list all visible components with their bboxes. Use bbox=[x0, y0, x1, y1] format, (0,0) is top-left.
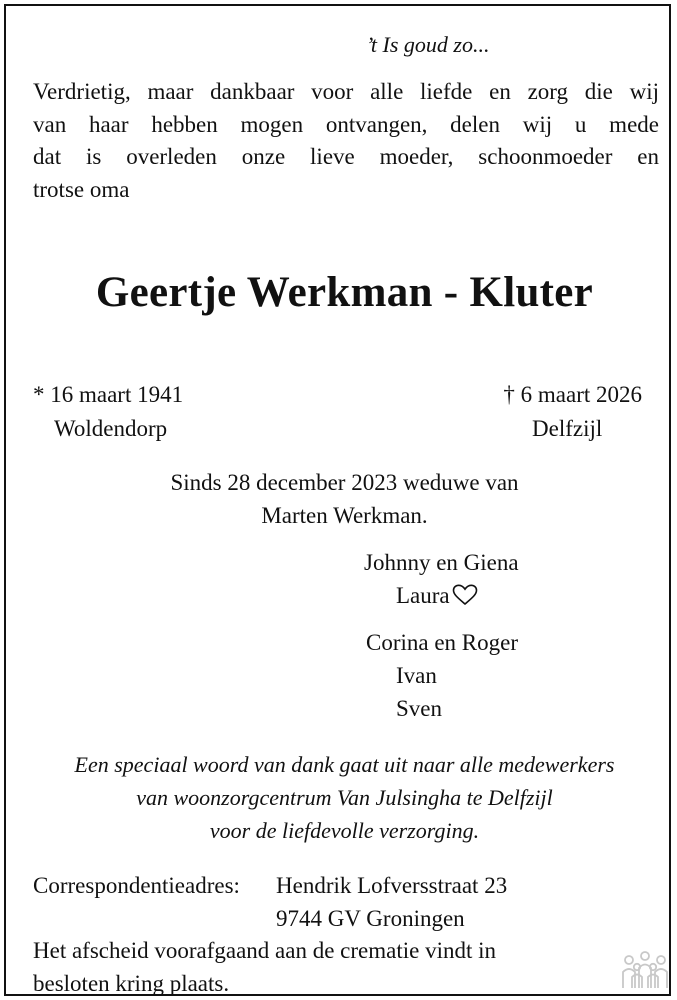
death-place: Delfzijl bbox=[532, 416, 603, 441]
obituary-card bbox=[4, 4, 671, 996]
correspondence-address bbox=[276, 869, 507, 935]
intro-line: dat is overleden onze lieve moeder, schoonmoeder en bbox=[33, 144, 659, 169]
birth-place: Woldendorp bbox=[54, 416, 168, 441]
thanks-line: Een speciaal woord van dank gaat uit naar alle medewerkers bbox=[74, 752, 615, 777]
death-date: † 6 maart 2026 bbox=[503, 382, 642, 407]
address-city: 9744 GV Groningen bbox=[276, 906, 465, 931]
intro-line: Verdrietig, maar dankbaar voor alle liefde en zorg die wij bbox=[33, 79, 659, 104]
widow-line: Marten Werkman. bbox=[261, 503, 428, 528]
thanks-line: van woonzorgcentrum Van Julsingha te Delfzijl bbox=[136, 785, 553, 810]
widow-statement bbox=[6, 466, 677, 532]
family-child: Ivan bbox=[396, 663, 437, 688]
family-parents: Corina en Roger bbox=[366, 630, 519, 655]
closing-line: besloten kring plaats. bbox=[33, 971, 230, 996]
family-parents: Johnny en Giena bbox=[364, 550, 519, 575]
family-child bbox=[396, 583, 478, 612]
closing-line: Het afscheid voorafgaand aan de crematie vindt in bbox=[33, 938, 496, 963]
thanks-message bbox=[6, 748, 677, 847]
intro-line: trotse oma bbox=[33, 176, 130, 202]
family-people-logo-icon bbox=[620, 950, 670, 995]
intro-line: van haar hebben mogen ontvangen, delen wij u mede bbox=[33, 111, 659, 137]
heart-outline-icon bbox=[452, 584, 478, 612]
widow-line: Sinds 28 december 2023 weduwe van bbox=[170, 470, 519, 495]
thanks-line: voor de liefdevolle verzorging. bbox=[209, 818, 480, 843]
address-street: Hendrik Lofversstraat 23 bbox=[276, 873, 508, 898]
birth-date: * 16 maart 1941 bbox=[33, 382, 184, 407]
family-child: Sven bbox=[396, 696, 442, 721]
motto: ’t Is goud zo... bbox=[366, 32, 490, 57]
child-name: Laura bbox=[396, 583, 450, 608]
intro-paragraph bbox=[33, 76, 659, 206]
deceased-name: Geertje Werkman - Kluter bbox=[95, 269, 594, 316]
closing-note bbox=[33, 934, 496, 1000]
correspondence-label: Correspondentieadres: bbox=[33, 873, 240, 898]
